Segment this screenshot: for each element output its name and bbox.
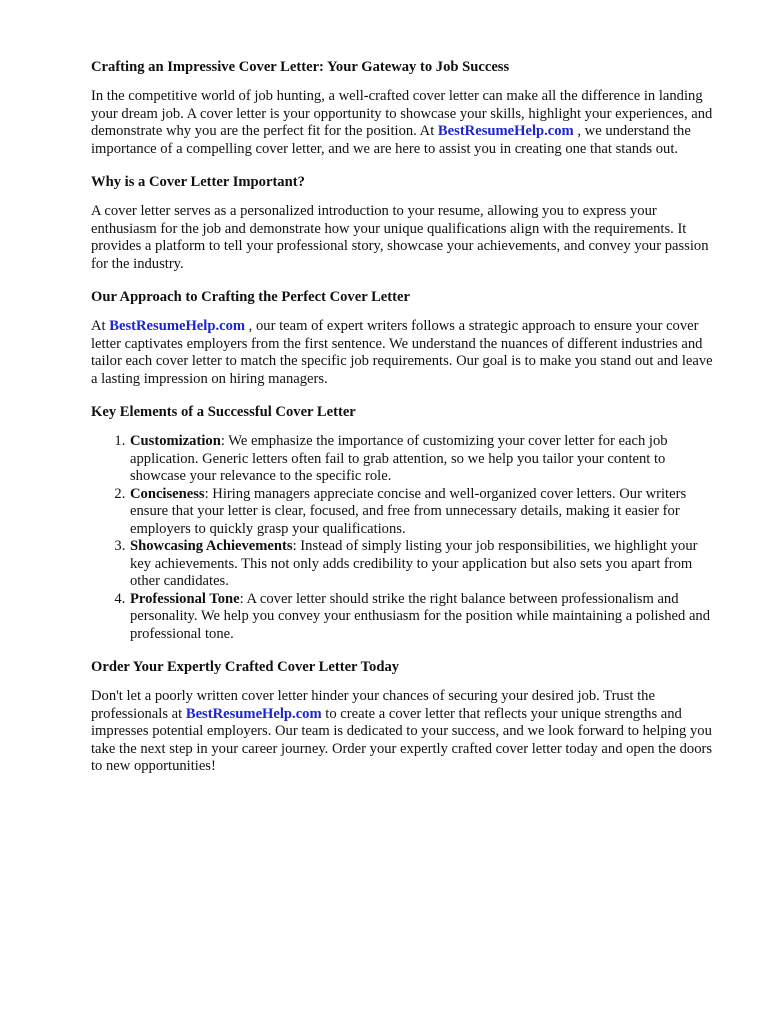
- list-item-term: Conciseness: [130, 485, 205, 502]
- document-page: [91, 58, 721, 791]
- list-item-text: : Instead of simply listing your job responsibilities, we highlight your key achievements. This not only adds credibility to your application but also sets you apart from other candidates.: [130, 538, 698, 589]
- list-item: [129, 591, 721, 644]
- order-site-link[interactable]: BestResumeHelp.com: [185, 705, 322, 722]
- order-paragraph: [91, 688, 721, 776]
- order-heading: Order Your Expertly Crafted Cover Letter Today: [91, 659, 400, 675]
- list-item-term: Professional Tone: [130, 590, 240, 607]
- list-item: [129, 538, 721, 591]
- document-title: Crafting an Impressive Cover Letter: Your Gateway to Job Success: [91, 59, 510, 75]
- approach-site-link[interactable]: BestResumeHelp.com: [109, 318, 246, 334]
- list-item-term: Showcasing Achievements: [130, 538, 293, 554]
- why-heading: Why is a Cover Letter Important?: [91, 174, 305, 190]
- approach-paragraph: [91, 318, 721, 388]
- list-item-term: Customization: [130, 433, 221, 449]
- list-item-text: : We emphasize the importance of customizing your cover letter for each job application. Generic letters often fail to grab attention, so we help you tailor your content to showcase your relevance to the specific role.: [130, 433, 668, 484]
- why-paragraph: A cover letter serves as a personalized introduction to your resume, allowing you to express your enthusiasm for the job and demonstrate how your unique qualifications align with the requirements. It provides a platform to tell your professional story, showcase your achievements, and convey your passion for the industry.: [91, 203, 709, 272]
- elements-heading: Key Elements of a Successful Cover Letter: [91, 404, 356, 420]
- intro-text-before: In the competitive world of job hunting, a well-crafted cover letter can make all the difference in landing your dream job. A cover letter is your opportunity to showcase your skills, highlight your experiences, and demonstrate why you are the perfect fit for the position. At: [91, 88, 713, 139]
- approach-heading: Our Approach to Crafting the Perfect Cover Letter: [91, 289, 410, 305]
- list-item: [129, 433, 721, 486]
- intro-text-after: , we understand the importance of a compelling cover letter, and we are here to assist you in creating one that stands out.: [91, 123, 691, 157]
- order-text-before: Don't let a poorly written cover letter hinder your chances of securing your desired job. Trust the professionals at: [91, 688, 655, 722]
- approach-text-after: , our team of expert writers follows a strategic approach to ensure your cover letter captivates employers from the first sentence. We understand the nuances of different industries and tailor each cover letter to match the specific job requirements. Our goal is to make you stand out and leave a lasting impression on hiring managers.: [91, 318, 713, 387]
- list-item-text: : A cover letter should strike the right balance between professionalism and personality. We help you convey your enthusiasm for the position while maintaining a polished and professional tone.: [130, 590, 711, 642]
- order-text-after: to create a cover letter that reflects your unique strengths and impresses potential employers. Our team is dedicated to your success, and we look forward to helping you take the next step in your career journey. Order your expertly crafted cover letter today and open the doors to new opportunities!: [91, 705, 713, 774]
- intro-paragraph: [91, 88, 721, 158]
- list-item-text: : Hiring managers appreciate concise and well-organized cover letters. Our writers ensure that your letter is clear, focused, and free from unnecessary details, making it easier for employers to quickly grasp your qualifications.: [130, 485, 687, 537]
- elements-list: [91, 433, 721, 643]
- list-item: [129, 486, 721, 539]
- intro-site-link[interactable]: BestResumeHelp.com: [437, 123, 574, 139]
- approach-text-before: At: [91, 318, 110, 334]
